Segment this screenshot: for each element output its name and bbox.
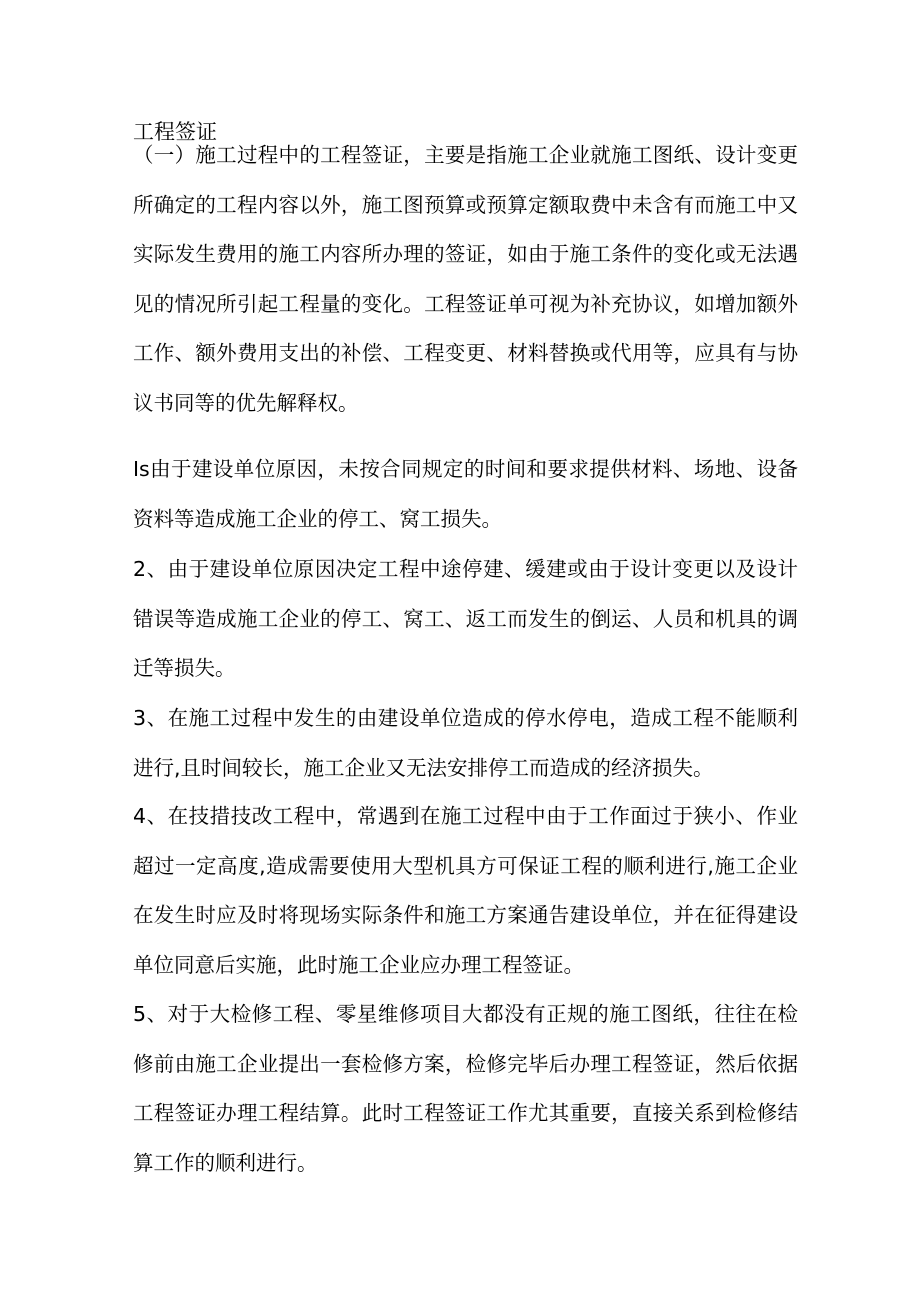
paragraph-item-3: 3、在施工过程中发生的由建设单位造成的停水停电，造成工程不能顺利进行,且时间较长，施工企业又无法安排停工而造成的经济损失。 (133, 706, 798, 780)
paragraph-item-4: 4、在技措技改工程中，常遇到在施工过程中由于工作面过于狭小、作业超过一定高度,造成需要使用大型机具方可保证工程的顺利进行,施工企业在发生时应及时将现场实际条件和施工方案通告建设单位，并在征得建设单位同意后实施，此时施工企业应办理工程签证。 (133, 804, 798, 977)
paragraph-intro: （一）施工过程中的工程签证，主要是指施工企业就施工图纸、设计变更所确定的工程内容以外，施工图预算或预算定额取费中未含有而施工中又实际发生费用的施工内容所办理的签证，如由于施工条件的变化或无法遇见的情况所引起工程量的变化。工程签证单可视为补充协议，如增加额外工作、额外费用支出的补偿、工程变更、材料替换或代用等，应具有与协议书同等的优先解释权。 (133, 143, 798, 415)
paragraph-item-1: Is由于建设单位原因，未按合同规定的时间和要求提供材料、场地、设备资料等造成施工企业的停工、窝工损失。 (133, 457, 798, 531)
document-title: 工程签证 (133, 120, 217, 144)
paragraph-item-5: 5、对于大检修工程、零星维修项目大都没有正规的施工图纸，往往在检修前由施工企业提出一套检修方案，检修完毕后办理工程签证，然后依据工程签证办理工程结算。此时工程签证工作尤其重要，直接关系到检修结算工作的顺利进行。 (133, 1002, 798, 1175)
paragraph-item-2: 2、由于建设单位原因决定工程中途停建、缓建或由于设计变更以及设计错误等造成施工企业的停工、窝工、返工而发生的倒运、人员和机具的调迁等损失。 (133, 557, 798, 680)
